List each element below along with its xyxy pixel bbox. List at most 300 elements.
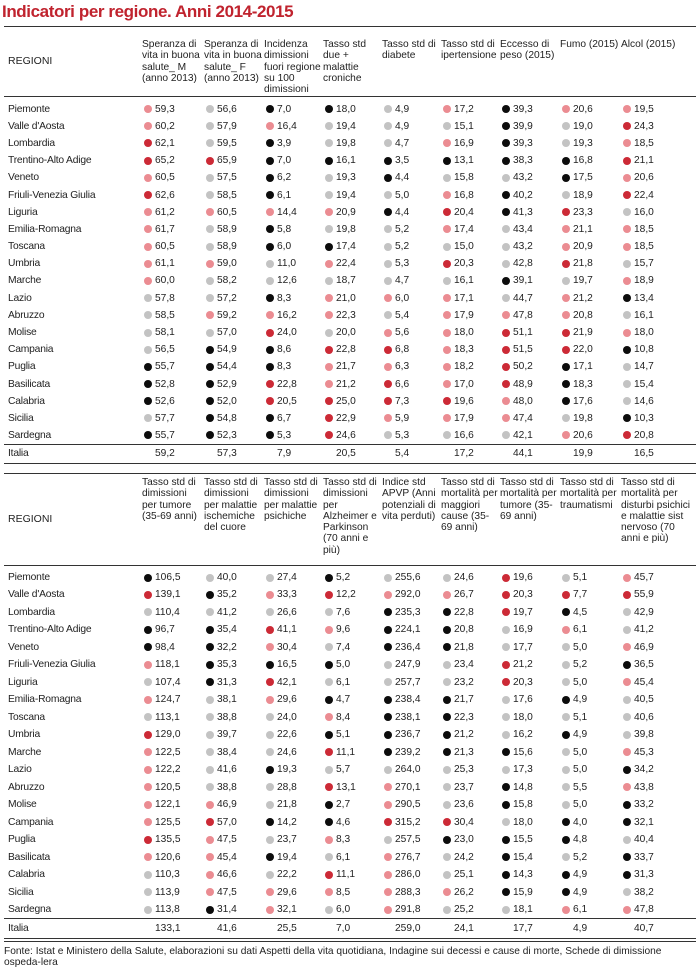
data-cell xyxy=(142,779,204,797)
value-cell xyxy=(142,310,204,321)
value-cell xyxy=(441,379,500,390)
data-cell xyxy=(264,709,323,727)
class-dot-icon xyxy=(266,191,274,199)
table-row xyxy=(4,135,696,152)
value-cell xyxy=(142,224,204,235)
cell-value: 19,8 xyxy=(336,137,356,149)
class-dot-icon xyxy=(623,294,631,302)
cell-value: 45,7 xyxy=(634,572,654,583)
class-dot-icon xyxy=(144,277,152,285)
data-cell xyxy=(441,674,500,692)
value-cell xyxy=(441,310,500,321)
value-cell xyxy=(560,224,621,235)
total-value: 19,9 xyxy=(573,448,593,460)
data-cell xyxy=(323,204,382,221)
value-cell xyxy=(441,361,500,372)
cell-value: 16,2 xyxy=(277,309,297,321)
class-dot-icon xyxy=(325,783,333,791)
data-cell xyxy=(264,831,323,849)
value-cell xyxy=(500,275,560,286)
cell-value: 16,5 xyxy=(277,659,297,671)
value-cell xyxy=(142,782,204,793)
data-cell xyxy=(382,849,441,867)
value-cell xyxy=(621,379,696,390)
data-cell xyxy=(204,884,264,902)
data-cell xyxy=(560,744,621,762)
class-dot-icon xyxy=(562,608,570,616)
cell-value: 4,7 xyxy=(336,694,351,706)
value-cell xyxy=(500,694,560,705)
cell-value: 35,3 xyxy=(217,659,237,671)
cell-value: 120,5 xyxy=(155,781,181,793)
value-cell xyxy=(142,887,204,898)
class-dot-icon xyxy=(502,643,510,651)
data-cell xyxy=(500,204,560,221)
class-dot-icon xyxy=(325,122,333,130)
total-value: 16,5 xyxy=(634,448,654,460)
cell-value: 43,2 xyxy=(513,172,533,184)
cell-value: 45,3 xyxy=(634,746,654,758)
data-cell xyxy=(323,169,382,186)
data-cell xyxy=(382,427,441,444)
data-cell xyxy=(441,901,500,919)
data-cell xyxy=(142,604,204,622)
value-cell xyxy=(500,361,560,372)
total-value: 133,1 xyxy=(155,922,181,934)
region-name: Sicilia xyxy=(8,412,34,424)
data-cell xyxy=(441,709,500,727)
value-cell xyxy=(382,121,441,132)
cell-value: 46,9 xyxy=(634,641,654,653)
value-cell xyxy=(560,782,621,793)
cell-value: 247,9 xyxy=(395,659,421,671)
data-cell xyxy=(560,204,621,221)
data-cell xyxy=(621,691,696,709)
class-dot-icon xyxy=(502,678,510,686)
class-dot-icon xyxy=(623,871,631,879)
class-dot-icon xyxy=(144,696,152,704)
class-dot-icon xyxy=(144,397,152,405)
class-dot-icon xyxy=(384,836,392,844)
value-cell xyxy=(204,327,264,338)
class-dot-icon xyxy=(144,591,152,599)
data-cell xyxy=(264,691,323,709)
cell-value: 17,5 xyxy=(573,172,593,184)
data-cell xyxy=(264,656,323,674)
class-dot-icon xyxy=(266,380,274,388)
value-cell xyxy=(441,904,500,915)
cell-value: 5,7 xyxy=(336,764,351,776)
value-cell xyxy=(621,224,696,235)
data-cell xyxy=(621,779,696,797)
region-name: Liguria xyxy=(8,206,38,218)
data-cell xyxy=(560,152,621,169)
total-cell xyxy=(142,919,204,939)
value-cell xyxy=(264,817,323,828)
total-cell xyxy=(264,919,323,939)
class-dot-icon xyxy=(443,191,451,199)
cell-value: 5,0 xyxy=(573,676,588,688)
data-cell xyxy=(441,639,500,657)
value-cell xyxy=(621,293,696,304)
value-cell xyxy=(621,887,696,898)
cell-value: 11,1 xyxy=(336,746,356,758)
data-cell xyxy=(441,427,500,444)
cell-value: 15,4 xyxy=(634,378,654,390)
value-cell xyxy=(204,293,264,304)
cell-value: 26,7 xyxy=(454,589,474,601)
data-cell xyxy=(560,901,621,919)
class-dot-icon xyxy=(206,766,214,774)
value-cell xyxy=(500,764,560,775)
cell-value: 40,4 xyxy=(634,834,654,846)
region-name: Abruzzo xyxy=(8,781,45,793)
total-cell xyxy=(560,919,621,939)
data-cell xyxy=(500,779,560,797)
value-cell xyxy=(382,172,441,183)
value-cell xyxy=(560,275,621,286)
data-cell xyxy=(204,169,264,186)
data-cell xyxy=(323,691,382,709)
cell-value: 11,1 xyxy=(336,869,356,881)
class-dot-icon xyxy=(266,591,274,599)
class-dot-icon xyxy=(144,346,152,354)
data-cell xyxy=(441,866,500,884)
cell-value: 8,4 xyxy=(336,711,351,723)
data-cell xyxy=(560,221,621,238)
value-cell xyxy=(500,207,560,218)
region-name: Liguria xyxy=(8,676,38,688)
data-cell xyxy=(323,901,382,919)
class-dot-icon xyxy=(206,871,214,879)
class-dot-icon xyxy=(206,591,214,599)
table-row xyxy=(4,255,696,272)
class-dot-icon xyxy=(562,661,570,669)
class-dot-icon xyxy=(562,380,570,388)
data-cell xyxy=(323,744,382,762)
class-dot-icon xyxy=(144,311,152,319)
class-dot-icon xyxy=(325,329,333,337)
class-dot-icon xyxy=(443,243,451,251)
class-dot-icon xyxy=(502,591,510,599)
cell-value: 125,5 xyxy=(155,816,181,828)
data-cell xyxy=(560,796,621,814)
cell-value: 19,0 xyxy=(573,120,593,132)
cell-value: 6,3 xyxy=(395,361,410,373)
value-cell xyxy=(204,659,264,670)
data-cell xyxy=(560,586,621,604)
data-cell xyxy=(142,341,204,358)
cell-value: 21,9 xyxy=(573,327,593,339)
cell-value: 16,0 xyxy=(634,206,654,218)
class-dot-icon xyxy=(206,696,214,704)
data-cell xyxy=(441,744,500,762)
value-cell xyxy=(204,677,264,688)
value-cell xyxy=(323,190,382,201)
class-dot-icon xyxy=(206,329,214,337)
data-cell xyxy=(560,884,621,902)
class-dot-icon xyxy=(502,853,510,861)
data-cell xyxy=(142,135,204,152)
class-dot-icon xyxy=(206,122,214,130)
value-cell xyxy=(382,104,441,115)
class-dot-icon xyxy=(623,888,631,896)
data-cell xyxy=(500,639,560,657)
table-row xyxy=(4,341,696,358)
class-dot-icon xyxy=(144,853,152,861)
region-name: Toscana xyxy=(8,241,45,253)
value-cell xyxy=(500,747,560,758)
value-cell xyxy=(441,413,500,424)
value-cell xyxy=(204,344,264,355)
value-cell xyxy=(204,258,264,269)
value-cell xyxy=(382,659,441,670)
data-cell xyxy=(621,621,696,639)
cell-value: 41,1 xyxy=(277,624,297,636)
cell-value: 257,7 xyxy=(395,676,421,688)
data-cell xyxy=(323,761,382,779)
table-header-row xyxy=(4,27,696,97)
column-header: Tasso std due + malattie croniche xyxy=(323,27,382,97)
value-cell xyxy=(204,190,264,201)
class-dot-icon xyxy=(562,294,570,302)
total-value: 41,6 xyxy=(217,922,237,934)
value-cell xyxy=(264,712,323,723)
class-dot-icon xyxy=(266,888,274,896)
class-dot-icon xyxy=(266,363,274,371)
data-cell xyxy=(500,376,560,393)
class-dot-icon xyxy=(502,713,510,721)
class-dot-icon xyxy=(443,311,451,319)
value-cell xyxy=(264,852,323,863)
table-row xyxy=(4,169,696,186)
class-dot-icon xyxy=(206,260,214,268)
value-cell xyxy=(142,121,204,132)
data-cell xyxy=(382,135,441,152)
class-dot-icon xyxy=(206,208,214,216)
cell-value: 5,0 xyxy=(573,641,588,653)
class-dot-icon xyxy=(206,294,214,302)
cell-value: 16,8 xyxy=(573,155,593,167)
cell-value: 18,7 xyxy=(336,275,356,287)
value-cell xyxy=(204,817,264,828)
value-cell xyxy=(621,642,696,653)
class-dot-icon xyxy=(443,661,451,669)
class-dot-icon xyxy=(384,766,392,774)
value-cell xyxy=(204,361,264,372)
value-cell xyxy=(264,310,323,321)
value-cell xyxy=(560,361,621,372)
value-cell xyxy=(560,344,621,355)
value-cell xyxy=(204,764,264,775)
class-dot-icon xyxy=(266,853,274,861)
cell-value: 19,3 xyxy=(277,764,297,776)
cell-value: 61,2 xyxy=(155,206,175,218)
value-cell xyxy=(142,764,204,775)
column-header: Speranza di vita in buona salute_ F (anno 2013) xyxy=(204,27,264,97)
value-cell xyxy=(142,258,204,269)
data-cell xyxy=(204,186,264,203)
class-dot-icon xyxy=(266,397,274,405)
cell-value: 14,4 xyxy=(277,206,297,218)
cell-value: 5,0 xyxy=(573,746,588,758)
class-dot-icon xyxy=(623,122,631,130)
class-dot-icon xyxy=(623,346,631,354)
data-cell xyxy=(441,238,500,255)
data-cell xyxy=(323,604,382,622)
cell-value: 5,8 xyxy=(277,223,292,235)
class-dot-icon xyxy=(325,208,333,216)
table-row xyxy=(4,307,696,324)
value-cell xyxy=(500,344,560,355)
class-dot-icon xyxy=(502,139,510,147)
class-dot-icon xyxy=(502,191,510,199)
data-cell xyxy=(204,866,264,884)
value-cell xyxy=(560,396,621,407)
cell-value: 20,5 xyxy=(277,395,297,407)
data-cell xyxy=(441,255,500,272)
total-cell xyxy=(560,444,621,463)
class-dot-icon xyxy=(562,414,570,422)
class-dot-icon xyxy=(502,329,510,337)
cell-value: 20,8 xyxy=(454,624,474,636)
class-dot-icon xyxy=(502,626,510,634)
cell-value: 17,4 xyxy=(454,223,474,235)
value-cell xyxy=(441,172,500,183)
cell-value: 24,3 xyxy=(634,120,654,132)
class-dot-icon xyxy=(325,591,333,599)
value-cell xyxy=(621,190,696,201)
data-cell xyxy=(441,796,500,814)
value-cell xyxy=(142,852,204,863)
data-cell xyxy=(204,255,264,272)
class-dot-icon xyxy=(562,888,570,896)
data-cell xyxy=(142,744,204,762)
value-cell xyxy=(323,624,382,635)
value-cell xyxy=(560,642,621,653)
value-cell xyxy=(560,624,621,635)
value-cell xyxy=(500,834,560,845)
class-dot-icon xyxy=(502,696,510,704)
data-cell xyxy=(441,393,500,410)
data-cell xyxy=(382,814,441,832)
class-dot-icon xyxy=(623,363,631,371)
value-cell xyxy=(204,310,264,321)
cell-value: 41,2 xyxy=(634,624,654,636)
value-cell xyxy=(204,172,264,183)
class-dot-icon xyxy=(562,696,570,704)
class-dot-icon xyxy=(562,713,570,721)
class-dot-icon xyxy=(325,748,333,756)
class-dot-icon xyxy=(623,157,631,165)
cell-value: 54,4 xyxy=(217,361,237,373)
class-dot-icon xyxy=(144,208,152,216)
table-row xyxy=(4,709,696,727)
cell-value: 46,9 xyxy=(217,799,237,811)
value-cell xyxy=(621,361,696,372)
class-dot-icon xyxy=(144,818,152,826)
data-cell xyxy=(142,204,204,221)
data-cell xyxy=(560,307,621,324)
class-dot-icon xyxy=(144,363,152,371)
cell-value: 17,6 xyxy=(573,395,593,407)
cell-value: 57,8 xyxy=(155,292,175,304)
table-row xyxy=(4,866,696,884)
data-cell xyxy=(323,358,382,375)
value-cell xyxy=(441,589,500,600)
value-cell xyxy=(323,275,382,286)
cell-value: 8,6 xyxy=(277,344,292,356)
value-cell xyxy=(382,344,441,355)
value-cell xyxy=(441,764,500,775)
table-row xyxy=(4,726,696,744)
data-cell xyxy=(441,586,500,604)
class-dot-icon xyxy=(325,696,333,704)
value-cell xyxy=(204,852,264,863)
cell-value: 288,3 xyxy=(395,886,421,898)
class-dot-icon xyxy=(144,157,152,165)
cell-value: 18,0 xyxy=(336,103,356,115)
value-cell xyxy=(323,887,382,898)
data-cell xyxy=(204,656,264,674)
cell-value: 22,3 xyxy=(336,309,356,321)
class-dot-icon xyxy=(266,329,274,337)
cell-value: 28,8 xyxy=(277,781,297,793)
cell-value: 33,3 xyxy=(277,589,297,601)
table-row xyxy=(4,586,696,604)
class-dot-icon xyxy=(266,643,274,651)
value-cell xyxy=(441,624,500,635)
cell-value: 22,8 xyxy=(277,378,297,390)
data-cell xyxy=(264,901,323,919)
cell-value: 23,7 xyxy=(454,781,474,793)
table-row xyxy=(4,118,696,135)
data-cell xyxy=(382,866,441,884)
class-dot-icon xyxy=(325,906,333,914)
cell-value: 122,2 xyxy=(155,764,181,776)
value-cell xyxy=(382,887,441,898)
value-cell xyxy=(621,413,696,424)
value-cell xyxy=(204,747,264,758)
value-cell xyxy=(204,799,264,810)
class-dot-icon xyxy=(443,818,451,826)
cell-value: 15,8 xyxy=(454,172,474,184)
value-cell xyxy=(204,642,264,653)
cell-value: 4,6 xyxy=(336,816,351,828)
data-cell xyxy=(204,376,264,393)
value-cell xyxy=(441,799,500,810)
value-cell xyxy=(560,138,621,149)
table-row xyxy=(4,831,696,849)
data-cell xyxy=(142,726,204,744)
data-cell xyxy=(500,691,560,709)
class-dot-icon xyxy=(206,906,214,914)
value-cell xyxy=(323,677,382,688)
cell-value: 6,0 xyxy=(336,904,351,915)
value-cell xyxy=(441,817,500,828)
value-cell xyxy=(500,310,560,321)
class-dot-icon xyxy=(384,414,392,422)
region-name: Valle d'Aosta xyxy=(8,120,65,132)
class-dot-icon xyxy=(144,748,152,756)
class-dot-icon xyxy=(502,208,510,216)
value-cell xyxy=(500,430,560,441)
class-dot-icon xyxy=(266,243,274,251)
data-cell xyxy=(204,604,264,622)
class-dot-icon xyxy=(443,139,451,147)
table-row xyxy=(4,238,696,255)
data-cell xyxy=(500,796,560,814)
